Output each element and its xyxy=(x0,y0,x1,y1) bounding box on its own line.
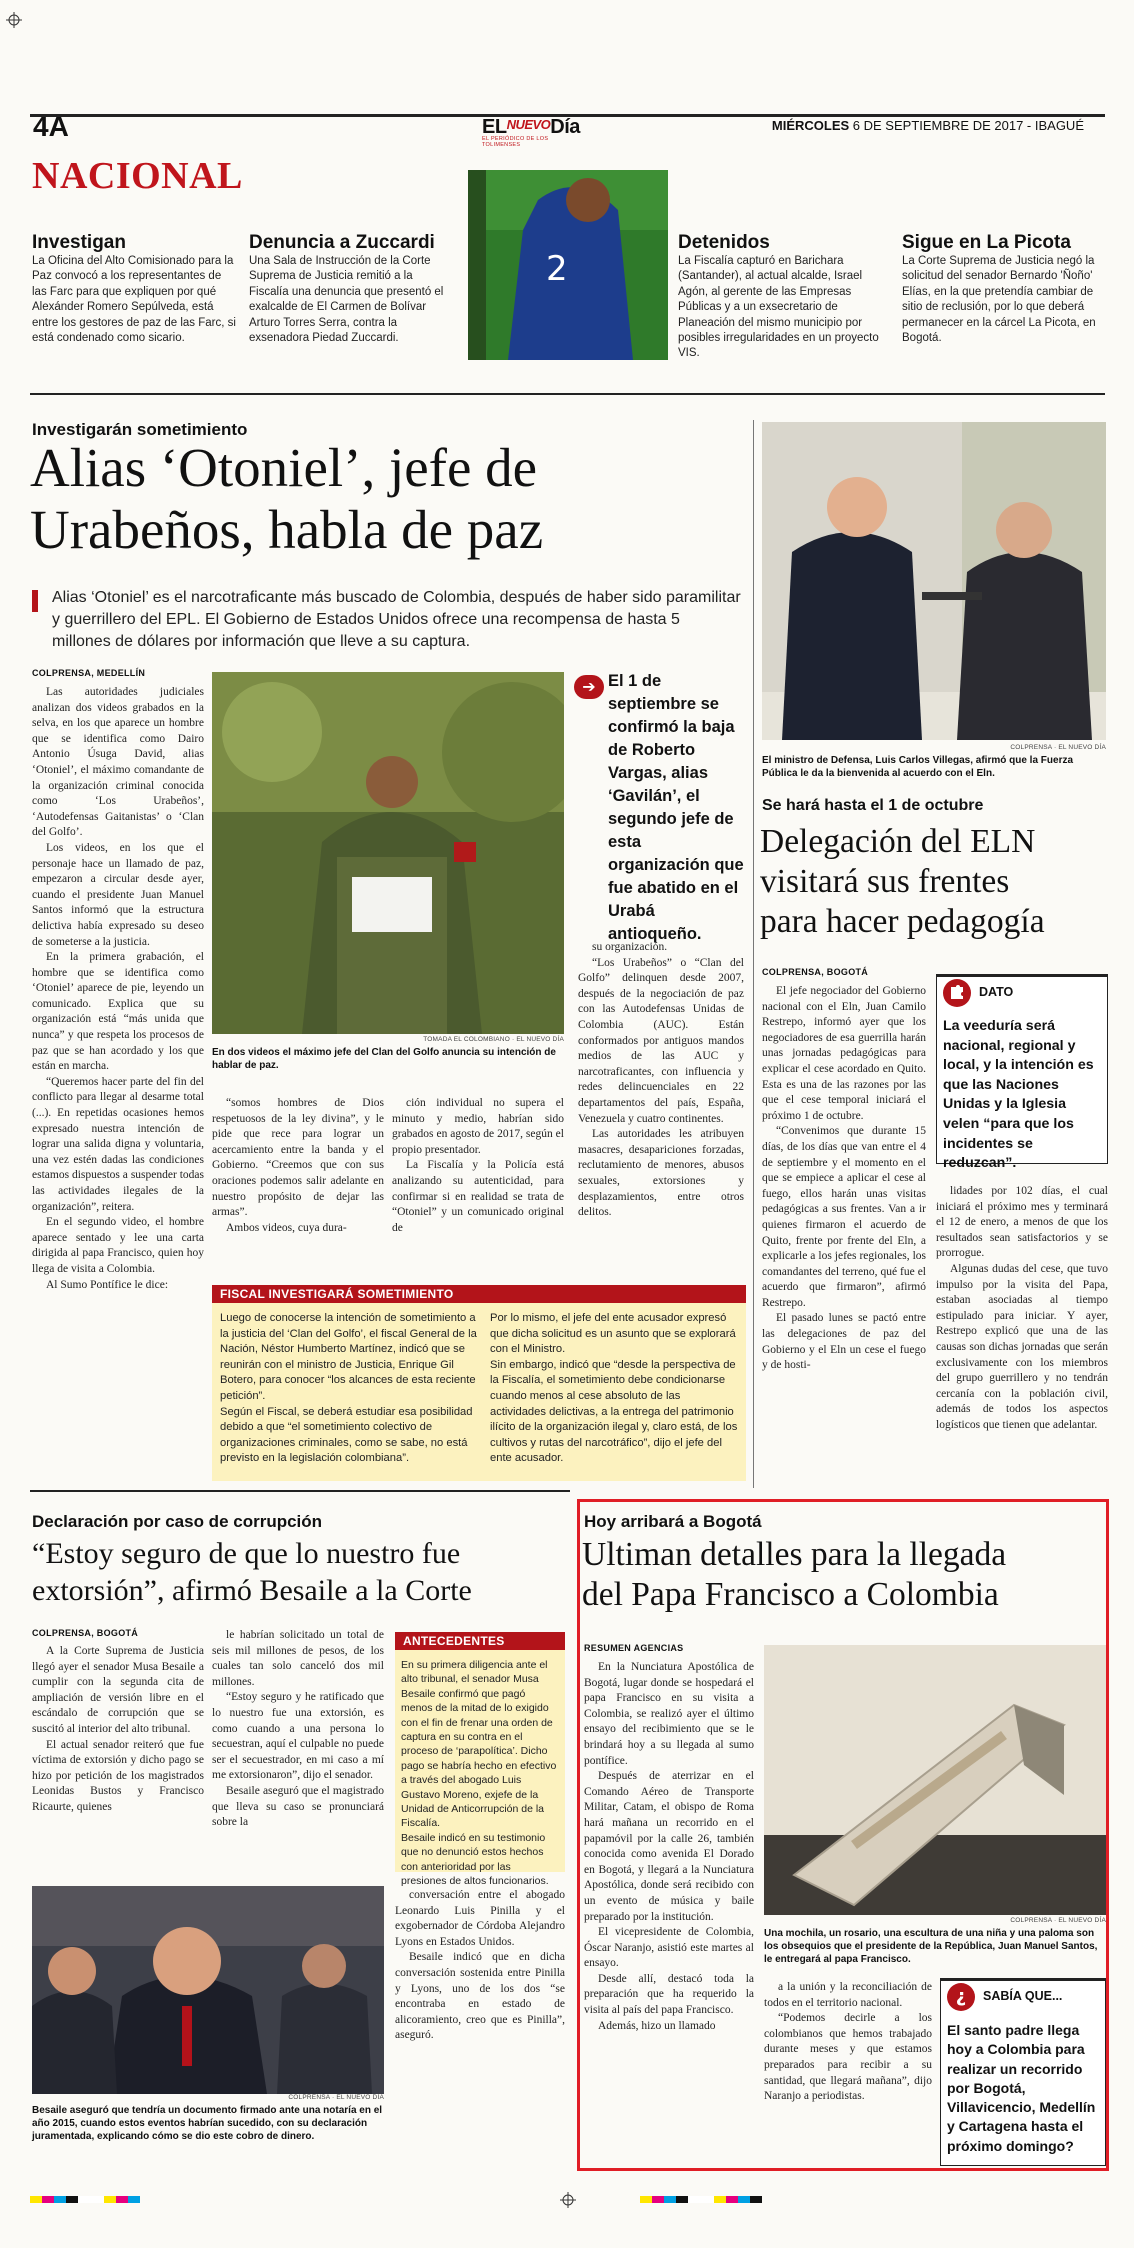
column-rule xyxy=(753,420,754,1488)
color-registration-bar xyxy=(640,2196,762,2203)
antecedentes-box-title: ANTECEDENTES xyxy=(395,1632,565,1650)
papa-byline: RESUMEN AGENCIAS xyxy=(584,1643,684,1653)
otoniel-kicker: Investigarán sometimiento xyxy=(32,420,248,439)
papa-photo-caption: Una mochila, un rosario, una escultura de una niña y una paloma son los obsequios que el presidente de la República, Juan Manuel Santos, le entregará al papa Francisco. xyxy=(764,1928,1098,1965)
crop-mark-icon xyxy=(560,2192,576,2208)
section-title: NACIONAL xyxy=(32,155,243,197)
otoniel-headline: Alias ‘Otoniel’, jefe de Urabeños, habla de paz xyxy=(30,437,544,560)
dato-box: DATO La veeduría será nacional, regional y local, y la intención es que las Naciones Unidas y la Iglesia velen “para que los incidentes se reduzcan”. xyxy=(936,974,1108,1164)
besaile-byline: COLPRENSA, BOGOTÁ xyxy=(32,1628,139,1638)
otoniel-photo xyxy=(212,672,564,1034)
otoniel-col4: su organización. “Los Urabeños” o “Clan del Golfo” delinquen desde 2007, después de la negociación de paz con las Autodefensas Unidas de Colombia (AUC). Están conformados por antiguos mandos medios de las AUC y narcotraficantes, con influencia y redes delincuenciales en 22 departamentos del país, España, Venezuela y cuatro continentes. Las autoridades les atribuyen masacres, desapariciones forzadas, reclutamiento de menores, abusos sexuales, extorsiones y desplazamientos, entre otros delitos. xyxy=(578,941,744,1219)
sabia-que-box: ¿ SABÍA QUE... El santo padre llega hoy a Colombia para realizar un recorrido por Bogotá, Villavicencio, Medellín y Cartagena hasta el próximo domingo? xyxy=(940,1978,1106,2166)
eln-photo-caption: El ministro de Defensa, Luis Carlos Villegas, afirmó que la Fuerza Pública le da la bienvenida al acuerdo con el Eln. xyxy=(762,755,1074,779)
papa-photo-credit: COLPRENSA · EL NUEVO DÍA xyxy=(1010,1917,1106,1924)
otoniel-pullquote: El 1 de septiembre se confirmó la baja de Roberto Vargas, alias ‘Gavilán’, el segundo jefe de esta organización que fue abatido en el Urabá antioqueño. xyxy=(608,672,744,943)
antecedentes-box: ANTECEDENTES En su primera diligencia ante el alto tribunal, el senador Musa Besaile confirmó que pagó menos de la mitad de lo exigido con el fin de frenar una orden de captura en su contra en el proceso de ‘parapolítica’. Dicho pago se habría hecho en efectivo a través del abogado Luis Gustavo Moreno, exjefe de la Unidad de Anticorrupción de la Fiscalía. Besaile indicó en su testimonio que no denunció estos hechos con anterioridad por las presiones de altos funcionarios. xyxy=(395,1632,565,1872)
newspaper-logo: $EL^{NUEVO}Día$ EL PERIÓDICO DE LOS TOLIMENSES xyxy=(482,116,580,148)
otoniel-photo-credit: TOMADA EL COLOMBIANO · EL NUEVO DÍA xyxy=(423,1036,564,1043)
eln-headline: Delegación del ELN visitará sus frentes para hacer pedagogía xyxy=(760,823,1045,940)
crop-mark-icon xyxy=(6,12,22,28)
brief-photo-soccer xyxy=(468,170,668,360)
otoniel-photo-caption: En dos videos el máximo jefe del Clan del Golfo anuncia su intención de hablar de paz. xyxy=(212,1047,556,1071)
besaile-kicker: Declaración por caso de corrupción xyxy=(32,1512,323,1531)
brief-zuccardi: Denuncia a Zuccardi Una Sala de Instrucción de la Corte Suprema de Justicia remitió a la Fiscalía una denuncia que presentó el exalcalde de El Carmen de Bolívar Arturo Torres Serra, contra la exsenadora Piedad Zuccardi. xyxy=(249,232,444,345)
fiscal-box-left: Luego de conocerse la intención de sometimiento a la justicia del ‘Clan del Golfo’, el fiscal General de la Nación, Néstor Humberto Martínez, indicó que se reunirán con el ministro de Justicia, Enrique Gil Botero, para conocer “los alcances de esta reciente petición”. Según el Fiscal, se deberá estudiar esa posibilidad debido a que “el sometimiento colectivo de organizaciones criminales, como se sabe, no está previsto en la legislación colombiana”. xyxy=(220,1312,477,1465)
page-number: 4A xyxy=(33,111,69,142)
besaile-col1: A la Corte Suprema de Justicia llegó ayer el senador Musa Besaile a cumplir con la segunda cita de ampliación de versión libre en el escándalo de corrupción que se suscitó al interior del alto tribunal. El actual senador reiteró que fue víctima de extorsión y dicho pago se hizo por petición de los magistrados Leonidas Bustos y Francisco Ricaurte, quienes xyxy=(32,1645,204,1813)
section-divider xyxy=(30,393,1105,395)
question-mark-icon: ¿ xyxy=(947,1983,975,2011)
papa-col2: a la unión y la reconciliación de todos en el territorio nacional. “Podemos decirle a los colombianos que hemos trabajado durante meses y que estamos preparados para recibir a su santidad, que llegará mañana”, dijo Naranjo a periodistas. xyxy=(764,1981,932,2103)
eln-kicker: Se hará hasta el 1 de octubre xyxy=(762,797,984,814)
dateline: MIÉRCOLES 6 DE SEPTIEMBRE DE 2017 - IBAGUÉ xyxy=(771,118,1084,133)
brief-detenidos: Detenidos La Fiscalía capturó en Barichara (Santander), al actual alcalde, Israel Agón, al gerente de las Empresas Públicas y a un exsecretario de Planeación del mismo municipio por posibles irregularidades en un proyecto VIS. xyxy=(678,232,879,360)
eln-col1: El jefe negociador del Gobierno nacional con el Eln, Juan Camilo Restrepo, informó ayer que los negociadores de esa guerrilla harán unas jornadas pedagógicas para explicar el cese acordado en Quito. Esta es una de las razones por las que el cese temporal iniciará el próximo 1 de octubre. “Convenimos que durante 15 días, de los días que van entre el 4 de septiembre y el momento en el que se empiece a aplicar el cese al fuego, ellos harán unas visitas pedagógicas a sus frentes. Van a ir quienes firmaron el acuerdo de Quito, frente por frente del Eln, a explicarle a los jefes regionales, los comandantes del terreno, qué fue el acuerdo que firmaron”, afirmó Restrepo. El pasado lunes se pactó entre las delegaciones de paz del Gobierno y el Eln un cese el fuego y de hosti- xyxy=(762,985,926,1372)
otoniel-byline: COLPRENSA, MEDELLÍN xyxy=(32,668,146,678)
besaile-photo-credit: COLPRENSA · EL NUEVO DÍA xyxy=(288,2094,384,2101)
besaile-col3: conversación entre el abogado Leonardo Luis Pinilla y el exgobernador de Córdoba Alejandro Lyons en Estados Unidos. Besaile indicó que en dicha conversación sostenida entre Pinilla y Lyons, uno de los dos “se encontraba en estado de alicoramiento, creo que es Pinilla”, aseguró. xyxy=(395,1889,565,2042)
deck-marker xyxy=(32,590,38,612)
section-divider xyxy=(30,1490,570,1492)
fiscal-box-title: FISCAL INVESTIGARÁ SOMETIMIENTO xyxy=(212,1285,746,1303)
otoniel-col3: ción individual no supera el minuto y medio, habrían sido grabados en agosto de 2017, según el propio presentador. La Fiscalía y la Policía está analizando su autenticidad, para confirmar si en realidad se trata de “Otoniel” y un comunicado original de xyxy=(392,1097,564,1234)
besaile-photo xyxy=(32,1886,384,2094)
brief-la-picota: Sigue en La Picota La Corte Suprema de Justicia negó la solicitud del senador Bernardo 'Ñoño' Elías, en la que pretendía cambiar de sitio de reclusión, por lo que deberá permanecer en la cárcel La Picota, en Bogotá. xyxy=(902,232,1096,345)
besaile-photo-caption: Besaile aseguró que tendría un documento firmado ante una notaría en el año 2015, cuando estos eventos habrían sucedido, con su declaración juramentada, explicando cómo se dio este cobro de dinero. xyxy=(32,2105,383,2142)
fiscal-box xyxy=(212,1285,746,1481)
eln-col2: lidades por 102 días, el cual iniciará el próximo mes y terminará el 12 de enero, a menos de que los resultados sean satisfactorios y se prorrogue. Algunas dudas del cese, que tuvo impulso por la visita del Papa, estaban asociadas al tiempo estipulado para iniciar. Y ayer, Restrepo explicó que una de las causas son dichas jornadas que serán exclusivamente con los miembros del grupo guerrillero y no tendrán cercanía con la población civil, además de todos los aspectos logísticos que tienen que adelantar. xyxy=(936,1185,1108,1431)
besaile-headline: “Estoy seguro de que lo nuestro fue extorsión”, afirmó Besaile a la Corte xyxy=(32,1537,472,1607)
eln-photo-credit: COLPRENSA · EL NUEVO DÍA xyxy=(1010,744,1106,751)
color-registration-bar xyxy=(30,2196,140,2203)
brief-investigan: Investigan La Oficina del Alto Comisionado para la Paz convocó a los representantes de las Farc para que expliquen por qué Alexánder Romero Sepúlveda, está entre los gestores de paz de las Farc, si está condenado como sicario. xyxy=(32,232,236,345)
otoniel-col2: “somos hombres de Dios respetuosos de la ley divina”, y le pide que rece para lograr un acercamiento entre la banda y el Gobierno. “Creemos que con sus oraciones podemos salir adelante en nuestro propósito de dejar las armas”. Ambos videos, cuya dura- xyxy=(212,1097,384,1234)
papa-kicker: Hoy arribará a Bogotá xyxy=(584,1512,762,1531)
otoniel-col1: Las autoridades judiciales analizan dos videos grabados en la selva, en los que aparece un hombre que se identifica como Dairo Antonio Úsuga David, alias ‘Otoniel’, el máximo comandante de la organización criminal conocida como ‘Los Urabeños’, ‘Autodefensas Gaitanistas’ o ‘Clan del Golfo’. Los videos, en los que el personaje hace un llamado de paz, empezaron a circular desde ayer, cuando el presidente Juan Manuel Santos informó que la estructura delictiva había expresado su deseo de someterse a la justicia. En la primera grabación, el hombre que se identifica como ‘Otoniel’ aparece de pie, leyendo un comunicado. Explica que su organización está “más unida que nunca” y que respeta los procesos de paz que se han acordado y los que están en marcha. “Queremos hacer parte del fin del conflicto para llegar al desarme total (...). En repetidas ocasiones hemos expresado nuestra intención de lograr una salida digna y voluntaria, una vez estén dadas las condiciones estamos dispuestos a suspender todas las actividades ilegales de la organización”, reitera. En el segundo video, el hombre aparece sentado y lee una carta dirigida al papa Francisco, quien hoy llega de visita a Colombia. Al Sumo Pontífice le dice: xyxy=(32,686,204,1291)
eln-photo xyxy=(762,422,1106,740)
besaile-col2: le habrían solicitado un total de seis mil millones de pesos, de los cuales tan solo canceló dos mil millones. “Estoy seguro y he ratificado que lo nuestro fue una extorsión, es como cuando a una persona lo secuestran, aquí el culpable no puede ser el secuestrador, en mi caso a mí me extorsionaron”, dijo el senador. Besaile aseguró que el magistrado que lleva su caso se pronunciará sobre la xyxy=(212,1629,384,1829)
fiscal-box-right: Por lo mismo, el jefe del ente acusador expresó que dicha solicitud es un asunto que se explorará con el Ministro. Sin embargo, indicó que “desde la perspectiva de la Fiscalía, el sometimiento debe condicionarse cuando menos al cese absoluto de las actividades delictivas, a la entrega del patrimonio ilícito de la organización ilegal y, claro está, de los cultivos y rutas del narcotráfico”, dijo el jefe del ente acusador. xyxy=(490,1312,738,1465)
otoniel-deck: Alias ‘Otoniel’ es el narcotraficante más buscado de Colombia, después de haber sido paramilitar y guerrillero del EPL. El Gobierno de Estados Unidos ofrece una recompensa de hasta 5 millones de dólares por información que lleve a su captura. xyxy=(52,589,741,650)
eln-byline: COLPRENSA, BOGOTÁ xyxy=(762,967,869,977)
arrow-right-icon: ➔ xyxy=(574,675,604,699)
svg-text:2: 2 xyxy=(546,249,568,289)
papa-col1: En la Nunciatura Apostólica de Bogotá, lugar donde se hospedará el papa Francisco en su visita a Colombia, se realizó ayer el último ensayo del recibimiento que se le brindará hoy a su llegada al sumo pontífice. Después de aterrizar en el Comando Aéreo de Transporte Militar, Catam, el obispo de Roma hará mañana un recorrido en el papamóvil por la calle 26, también conocida como avenida El Dorado en Bogotá, y llegará a la Nunciatura Apostólica, donde será recibido con un evento de música y baile preparado por la institución. El vicepresidente de Colombia, Óscar Naranjo, asistió este martes al ensayo. Desde allí, destacó toda la preparación que ha requerido la visita al país del papa Francisco. Además, hizo un llamado xyxy=(584,1661,754,2032)
puzzle-icon xyxy=(943,979,971,1007)
papa-photo xyxy=(764,1645,1106,1915)
papa-headline: Ultiman detalles para la llegada del Papa Francisco a Colombia xyxy=(582,1536,1007,1613)
